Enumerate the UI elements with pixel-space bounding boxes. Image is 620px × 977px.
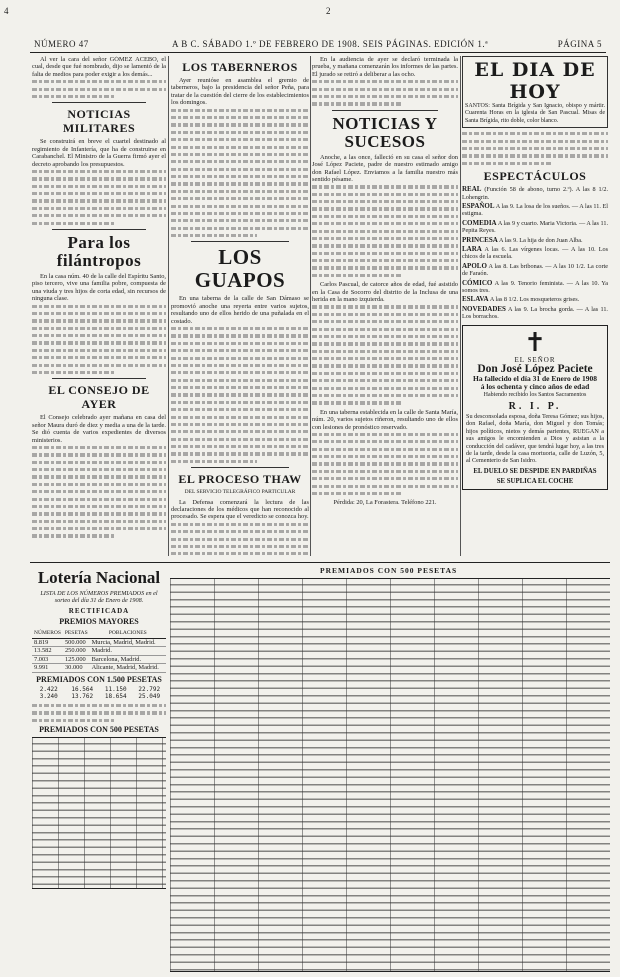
obituary-date: Ha fallecido el día 31 de Enero de 1908: [472, 374, 598, 384]
table-row: [32, 664, 166, 672]
lottery-number: 22.792: [138, 686, 161, 694]
proceso-thaw-subheading: DEL SERVICIO TELEGRÁFICO PARTICULAR: [184, 489, 296, 496]
top-left-mark: 4: [4, 6, 9, 16]
lottery-subtitle: LISTA DE LOS NÚMEROS PREMIADOS en el sorteo del día 31 de Enero de 1908.: [40, 590, 158, 605]
taberneros-text: Ayer reunióse en asamblea el gremio de taberneros, bajo la presidencia del señor Peña, para tratar de la cuestión del cierre de los establecimientos los domingos.: [171, 77, 309, 107]
divider: [52, 102, 146, 103]
lottery-number: 13.762: [71, 693, 94, 701]
text-filler: [171, 523, 309, 556]
lottery-number: 11.150: [104, 686, 127, 694]
table-cell-place: Barcelona, Madrid.: [90, 655, 166, 663]
show-schedule: A las 6. Las vírgenes locas. — A las 10. Los chicos de la escuela.: [462, 245, 608, 261]
divider: [191, 467, 289, 468]
noticias-militares-text: Se construirá en breve el cuartel destinado al regimiento de Infantería, que ha de construirse en Carabanchel. El Ministro de la Guerra firmó ayer el decreto aprobando los presupuestos.: [32, 138, 166, 168]
show-venue: CÓMICO: [462, 278, 493, 287]
show-item: [462, 246, 608, 261]
premiados-1500-list: [32, 686, 166, 700]
show-venue: PRINCESA: [462, 235, 498, 244]
obituary-rip: R. I. P.: [508, 400, 562, 412]
table-cell-num: 8.819: [32, 639, 63, 647]
table-cell-pts: 30.000: [63, 664, 90, 672]
column-3: [312, 56, 458, 556]
table-cell-place: Alicante, Madrid, Madrid.: [90, 664, 166, 672]
show-venue: NOVEDADES: [462, 304, 506, 313]
dia-de-hoy-title: EL DIA DE HOY: [474, 59, 596, 103]
obituary-name: Don José López Paciete: [477, 363, 593, 375]
taberneros-heading: LOS TABERNEROS: [182, 60, 298, 74]
consejo-text: El Consejo celebrado ayer mañana en casa del señor Maura duró de diez y media a una de la tarde. Se dió cuenta de varios expedientes de diversos ministerios.: [32, 414, 166, 444]
issue-number: NÚMERO 47: [34, 39, 89, 49]
premiados-500-right-heading: PREMIADOS CON 500 PESETAS: [320, 566, 458, 575]
text-filler: [32, 170, 166, 225]
guapos-text: En una taberna de la calle de San Dámaso se promovió anoche una reyerta entre varios sujetos, resultando uno de ellos herido de una puñalada en el costado.: [171, 295, 309, 325]
text-filler: [312, 185, 458, 277]
table-row: [32, 647, 166, 655]
column-1: [32, 56, 166, 560]
proceso-thaw-text: La Defensa comenzará la lectura de las declaraciones de los médicos que han reconocido al procesado. Se espera que el veredicto se conozca hoy.: [171, 498, 309, 521]
lottery-numbers-panel: [170, 566, 610, 970]
lottery-number: 3.240: [39, 693, 58, 701]
lottery-title: Lotería Nacional: [37, 568, 161, 587]
show-schedule: A las 8 1/2. Los mosqueteros grises.: [489, 296, 580, 304]
obituary-box: [462, 325, 608, 490]
table-cell-pts: 500.000: [63, 639, 90, 647]
show-item: [462, 280, 608, 295]
show-venue: COMEDIA: [462, 218, 497, 227]
show-schedule: A las 9. Tenorio feminista. — A las 10. Ya somos tres.: [462, 279, 608, 294]
obituary-age: á los ochenta y cinco años de edad: [480, 381, 590, 391]
table-header: PESETAS: [63, 629, 90, 639]
premiados-500-heading: PREMIADOS CON 500 PESETAS: [39, 725, 159, 735]
para-filantropos-text: En la casa núm. 40 de la calle del Espíritu Santo, piso tercero, vive una familia pobre, compuesta de una viuda y tres hijos de corta edad, sin recursos de ninguna clase.: [32, 272, 166, 303]
top-center-mark: 2: [326, 6, 331, 16]
lottery-number-grid: [170, 578, 610, 972]
show-schedule: A las 9. La brocha gorda. — A las 11. Los borrachos.: [462, 305, 608, 321]
text-filler: [171, 109, 309, 238]
text-filler: [32, 446, 166, 538]
obituary-body: Su desconsolada esposa, doña Teresa Gómez; sus hijos, don Rafael, doña María, don Miguel y don Tomás; hijos políticos, nietos y demás parientes, RUEGAN a sus amigos le encomienden a Dios y asistan a la conducción del cadáver, que tendrá lugar hoy, a las tres de la tarde, desde la casa mortuoria, calle de Luzón, 5, al Cementerio de San Isidro.: [466, 413, 604, 465]
premiados-500-mini-grid: [32, 737, 166, 889]
show-item: [462, 263, 608, 278]
page-number: PÁGINA 5: [557, 39, 602, 49]
divider: [52, 378, 146, 379]
cross-icon: ✝: [524, 327, 546, 357]
show-item: [462, 220, 608, 235]
espectaculos-heading: ESPECTÁCULOS: [483, 169, 587, 184]
lottery-divider: [30, 562, 610, 563]
show-venue: ESPAÑOL: [462, 201, 495, 210]
column-4: [462, 56, 608, 556]
noticias-militares-heading: NOTICIAS MILITARES: [62, 107, 136, 136]
table-cell-num: 9.991: [32, 664, 63, 672]
column-rule: [310, 56, 311, 556]
show-schedule: A las 9 y cuarto. Maria Victoria. — A las 11. Pepita Reyes.: [462, 219, 608, 235]
table-header: POBLACIONES: [90, 629, 166, 639]
column-rule: [460, 56, 461, 556]
consejo-heading: EL CONSEJO DE AYER: [48, 383, 150, 412]
divider: [52, 229, 146, 230]
text-filler: [171, 327, 309, 463]
premiados-1500-heading: PREMIADOS CON 1.500 PESETAS: [36, 674, 162, 684]
show-venue: REAL: [462, 185, 482, 194]
lottery-number: 16.564: [71, 686, 94, 694]
obituary-footer-2: SE SUPLICA EL COCHE: [496, 478, 574, 486]
divider: [191, 241, 289, 242]
show-schedule: A las 9. La losa de los sueños. — A las 11. El estigma.: [462, 202, 608, 218]
obituary-label: EL SEÑOR: [514, 355, 556, 364]
obituary-sacraments: Habiendo recibido los Santos Sacramentos: [483, 392, 587, 399]
dia-de-hoy-text: SANTOS: Santa Brígida y San Ignacio, obispo y mártir. Cuarenta Horas en la iglesia de San Pascual. Misas de Santa Brígida, rito doble, color blanco.: [465, 103, 605, 124]
premios-mayores-table: [32, 629, 166, 673]
table-cell-num: 7.003: [32, 655, 63, 663]
divider: [332, 110, 438, 111]
lottery-number: 2.422: [39, 686, 58, 694]
text-filler: [32, 704, 166, 722]
table-cell-place: Murcia, Madrid, Madrid.: [90, 639, 166, 647]
table-cell-pts: 250.000: [63, 647, 90, 655]
guapos-heading: LOS GUAPOS: [194, 245, 286, 293]
lottery-summary: [32, 568, 166, 968]
noticias-sucesos-text: Anoche, a las once, falleció en su casa el señor don José López Paciete, padre de nuestro estimado amigo don Rafael López. Enviamos a la familia nuestro más sentido pésame.: [312, 153, 458, 183]
noticias-sucesos-text-2: Carlos Pascual, de catorce años de edad, fué asistido en la Casa de Socorro del distrito de la Inclusa de una herida en la mano izquierda.: [312, 281, 458, 304]
proceso-thaw-heading: EL PROCESO THAW: [178, 472, 302, 487]
text-filler: [462, 132, 608, 165]
para-filantropos-heading: Para los filántropos: [56, 232, 142, 270]
text-filler: [32, 80, 166, 98]
show-item: [462, 186, 608, 201]
table-row: [32, 639, 166, 647]
show-item: [462, 296, 608, 303]
table-cell-num: 13.582: [32, 647, 63, 655]
table-cell-pts: 125.000: [63, 655, 90, 663]
lottery-rectificada: RECTIFICADA: [68, 606, 130, 615]
table-cell-place: Madrid.: [90, 647, 166, 655]
show-venue: ESLAVA: [462, 295, 489, 304]
column-3-credit: Pérdida: 20, La Forastera. Teléfono 221.: [333, 499, 437, 507]
premios-mayores-heading: PREMIOS MAYORES: [59, 617, 139, 627]
show-schedule: A las 8. Las bribonas. — A las 10 1/2. La corte de Faraón.: [462, 262, 608, 278]
noticias-sucesos-text-3: En una taberna establecida en la calle de Santa María, núm. 20, varios sujetos riñeron, resultando uno de ellos con lesiones de pronóstico reservado.: [312, 408, 458, 431]
show-venue: LARA: [462, 244, 482, 253]
table-row: [32, 655, 166, 663]
text-filler: [312, 80, 458, 105]
show-item: [462, 203, 608, 218]
dia-de-hoy-box: [462, 56, 608, 128]
obituary-footer-1: EL DUELO SE DESPIDE EN PARDIÑAS: [473, 467, 597, 475]
show-schedule: A las 9. La hija de don Juan Alba.: [499, 236, 583, 244]
page-header: [30, 38, 606, 53]
column-2: [171, 56, 309, 556]
show-item: [462, 237, 608, 244]
table-header: NÚMEROS: [32, 629, 63, 639]
column-rule: [168, 56, 169, 556]
text-filler: [312, 433, 458, 495]
show-item: [462, 306, 608, 321]
text-filler: [312, 305, 458, 404]
noticias-sucesos-heading: NOTICIAS Y SUCESOS: [332, 113, 438, 151]
show-schedule: (Función 58 de abono, turno 2.º). A las 8 1/2. Lohengrin.: [462, 186, 608, 201]
column-3-continuation: En la audiencia de ayer se declaró terminada la prueba, y mañana comenzarán los informes de las partes. El jurado se retiró a deliberar a las ocho.: [312, 56, 458, 78]
header-dateline: A B C. SÁBADO 1.º DE FEBRERO DE 1908. SEIS PÁGINAS. EDICIÓN 1.ª: [172, 39, 489, 49]
show-venue: APOLO: [462, 261, 487, 270]
lottery-number: 18.654: [104, 693, 127, 701]
lottery-number: 25.049: [138, 693, 161, 701]
text-filler: [32, 305, 166, 375]
column-1-intro: Al ver la cara del señor GÓMEZ ACEBO, el cual, desde que fué nombrado, dijo se lamentó de la falta de medios para poder exigir a los demás...: [32, 56, 166, 78]
espectaculos-list: [462, 186, 608, 321]
